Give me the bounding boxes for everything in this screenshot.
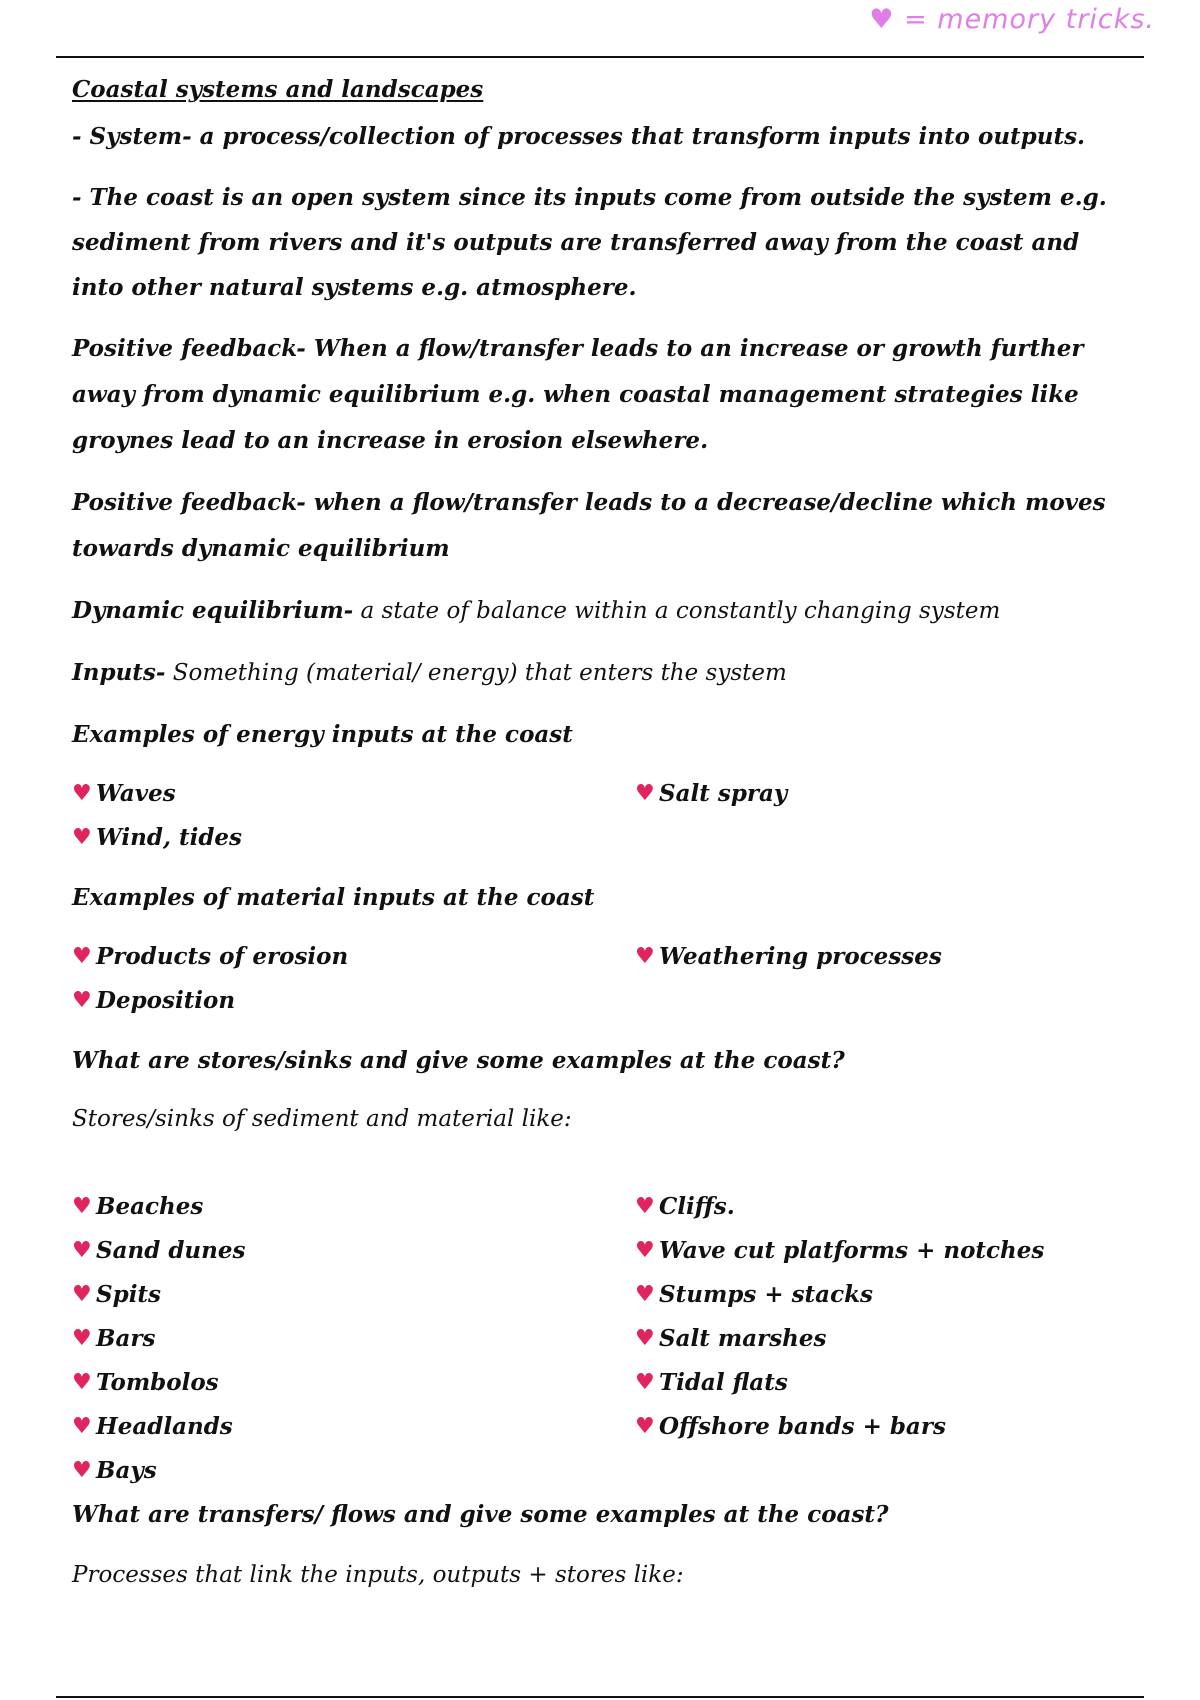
definition-text: When a flow/transfer leads to an increase or growth further away from dynamic equilibrium e.g. when coastal management strategies like groynes lead to an increase in erosion elsewhere. [72,335,1084,454]
list-item [635,934,1132,978]
list-item-label: Cliffs. [659,1192,735,1220]
heart-icon: ♥ [72,1281,92,1307]
heart-icon: ♥ [72,1413,92,1439]
heart-icon: ♥ [635,1325,655,1351]
bottom-divider [56,1696,1144,1698]
list-item-label: Wind, tides [96,823,243,851]
feedback-paragraph-2 [72,480,1132,572]
heart-icon: ♥ [635,780,655,806]
list-item-label: Products of erosion [96,942,349,970]
heart-icon: ♥ [635,1237,655,1263]
positive-feedback-paragraph [72,326,1132,464]
definition-text: a state of balance within a constantly changing system [353,598,1001,624]
list-item [72,978,635,1022]
energy-inputs-list [72,771,1132,859]
list-item-label: Headlands [96,1412,233,1440]
list-item [72,1228,635,1272]
list-item [635,1360,1132,1404]
blank-space [72,1142,1132,1184]
heart-icon: ♥ [72,1193,92,1219]
list-item [72,1448,635,1492]
list-item-label: Waves [96,779,176,807]
list-item-label: Salt spray [659,779,788,807]
material-inputs-heading: Examples of material inputs at the coast [72,884,595,911]
list-item [635,1316,1132,1360]
list-item-label: Beaches [96,1192,204,1220]
stores-list [72,1184,1132,1492]
notes-page [72,74,1132,1614]
term-label: Positive feedback- [72,335,306,362]
heart-icon: ♥ [635,1413,655,1439]
list-item [72,1316,635,1360]
heart-icon: ♥ [72,780,92,806]
heart-icon: ♥ [72,1457,92,1483]
system-definition: - System- a process/collection of processes that transform inputs into outputs. [72,123,1086,150]
term-label: Inputs- [72,659,166,686]
dynamic-equilibrium-paragraph [72,588,1132,634]
list-item [72,815,635,859]
list-item [72,1184,635,1228]
list-item [72,934,635,978]
inputs-paragraph [72,650,1132,696]
heart-icon: ♥ [72,1369,92,1395]
list-item-label: Deposition [96,986,236,1014]
energy-inputs-heading: Examples of energy inputs at the coast [72,721,573,748]
definition-text: Something (material/ energy) that enters the system [165,660,787,686]
list-item-label: Offshore bands + bars [659,1412,946,1440]
list-item-label: Sand dunes [96,1236,246,1264]
heart-icon: ♥ [72,1237,92,1263]
list-item-label: Bays [96,1456,157,1484]
memory-tricks-note: ♥ = memory tricks. [869,4,1155,35]
term-label: Dynamic equilibrium- [72,597,354,624]
list-item [72,1404,635,1448]
list-item-label: Spits [96,1280,162,1308]
list-item [72,1272,635,1316]
list-item-label: Tidal flats [659,1368,788,1396]
material-inputs-list [72,934,1132,1022]
heart-icon: ♥ [635,1193,655,1219]
heart-icon: ♥ [72,824,92,850]
heart-icon: ♥ [72,1325,92,1351]
transfers-intro: Processes that link the inputs, outputs + stores like: [72,1562,684,1588]
list-item [635,1228,1132,1272]
page-title: Coastal systems and landscapes [72,76,484,103]
list-item [635,1272,1132,1316]
heart-icon: ♥ [72,987,92,1013]
list-item-label: Bars [96,1324,156,1352]
list-item [635,771,1132,815]
stores-heading: What are stores/sinks and give some examples at the coast? [72,1047,845,1074]
transfers-heading: What are transfers/ flows and give some examples at the coast? [72,1501,889,1528]
heart-icon: ♥ [635,1281,655,1307]
list-item [72,1360,635,1404]
heart-icon: ♥ [635,1369,655,1395]
list-item-label: Stumps + stacks [659,1280,873,1308]
stores-intro: Stores/sinks of sediment and material like: [72,1106,572,1132]
heart-icon: ♥ [635,943,655,969]
top-divider [56,56,1144,58]
heart-icon: ♥ [72,943,92,969]
list-item [72,771,635,815]
term-label: Positive feedback- [72,489,306,516]
list-item-label: Tombolos [96,1368,219,1396]
definition-text: when a flow/transfer leads to a decrease/decline which moves towards dynamic equilibrium [72,489,1106,562]
list-item-label: Salt marshes [659,1324,827,1352]
list-item-label: Weathering processes [659,942,942,970]
open-system-paragraph: - The coast is an open system since its inputs come from outside the system e.g. sediment from rivers and it's outputs are transferred away from the coast and into other natural systems e.g. atmosphere. [72,184,1107,301]
list-item-label: Wave cut platforms + notches [659,1236,1045,1264]
list-item [635,1184,1132,1228]
list-item [635,1404,1132,1448]
